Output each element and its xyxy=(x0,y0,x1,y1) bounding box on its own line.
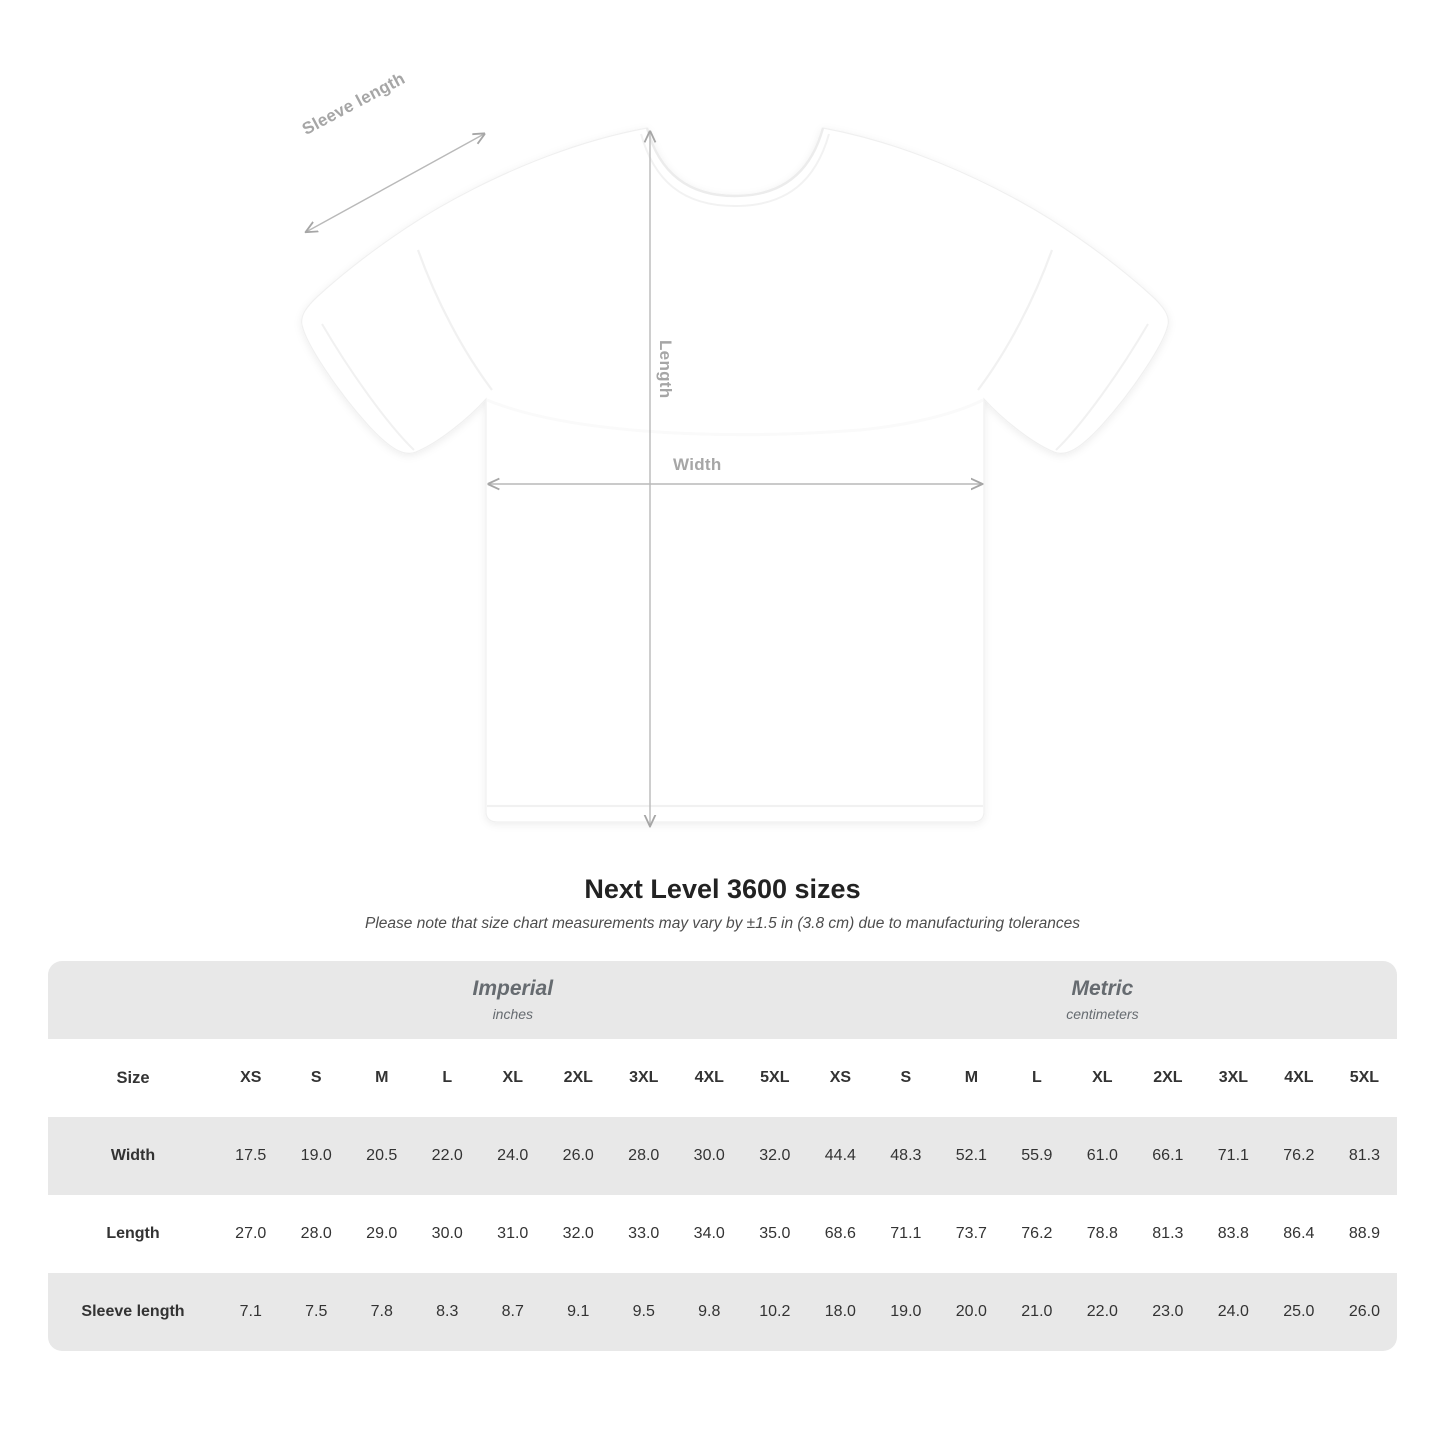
cell: 76.2 xyxy=(1266,1117,1332,1195)
size-table-wrapper xyxy=(48,961,1397,1351)
cell: 27.0 xyxy=(218,1195,284,1273)
cell: 10.2 xyxy=(742,1273,808,1351)
cell: 19.0 xyxy=(873,1273,939,1351)
cell: 32.0 xyxy=(546,1195,612,1273)
unit-header-row xyxy=(48,961,1397,1039)
size-col-header: M xyxy=(939,1039,1005,1117)
size-table xyxy=(48,961,1397,1351)
cell: 8.7 xyxy=(480,1273,546,1351)
size-col-header: L xyxy=(1004,1039,1070,1117)
size-col-header: XL xyxy=(480,1039,546,1117)
length-label: Length xyxy=(656,340,675,399)
cell: 66.1 xyxy=(1135,1117,1201,1195)
cell: 23.0 xyxy=(1135,1273,1201,1351)
cell: 25.0 xyxy=(1266,1273,1332,1351)
size-col-header: 2XL xyxy=(546,1039,612,1117)
row-label-width: Width xyxy=(48,1117,218,1195)
cell: 52.1 xyxy=(939,1117,1005,1195)
size-col-header: 5XL xyxy=(742,1039,808,1117)
cell: 9.1 xyxy=(546,1273,612,1351)
cell: 17.5 xyxy=(218,1117,284,1195)
size-col-header: M xyxy=(349,1039,415,1117)
unit-metric-name: Metric xyxy=(1071,976,1134,1000)
unit-imperial-name: Imperial xyxy=(472,976,554,1000)
size-header-cell: Size xyxy=(48,1039,218,1117)
cell: 83.8 xyxy=(1201,1195,1267,1273)
cell: 81.3 xyxy=(1135,1195,1201,1273)
sleeve-length-label: Sleeve length xyxy=(299,68,409,139)
cell: 26.0 xyxy=(546,1117,612,1195)
size-header-row xyxy=(48,1039,1397,1117)
table-corner-cell xyxy=(48,961,218,1039)
cell: 71.1 xyxy=(1201,1117,1267,1195)
cell: 31.0 xyxy=(480,1195,546,1273)
cell: 44.4 xyxy=(808,1117,874,1195)
cell: 19.0 xyxy=(284,1117,350,1195)
cell: 7.1 xyxy=(218,1273,284,1351)
unit-imperial-sub: inches xyxy=(492,1005,534,1022)
size-col-header: S xyxy=(873,1039,939,1117)
row-label-sleeve-length: Sleeve length xyxy=(48,1273,218,1351)
cell: 30.0 xyxy=(415,1195,481,1273)
size-col-header: 3XL xyxy=(1201,1039,1267,1117)
size-col-header: XS xyxy=(218,1039,284,1117)
cell: 81.3 xyxy=(1332,1117,1397,1195)
size-col-header: XL xyxy=(1070,1039,1136,1117)
cell: 24.0 xyxy=(480,1117,546,1195)
cell: 24.0 xyxy=(1201,1273,1267,1351)
tolerance-note: Please note that size chart measurements may vary by ±1.5 in (3.8 cm) due to manufacturing tolerances xyxy=(365,915,1080,932)
width-label: Width xyxy=(673,455,722,474)
cell: 28.0 xyxy=(611,1117,677,1195)
tshirt-shape xyxy=(302,128,1169,822)
cell: 78.8 xyxy=(1070,1195,1136,1273)
unit-metric-sub: centimeters xyxy=(1066,1005,1139,1022)
cell: 76.2 xyxy=(1004,1195,1070,1273)
table-row xyxy=(48,1195,1397,1273)
cell: 28.0 xyxy=(284,1195,350,1273)
cell: 26.0 xyxy=(1332,1273,1397,1351)
size-col-header: 4XL xyxy=(677,1039,743,1117)
cell: 88.9 xyxy=(1332,1195,1397,1273)
size-col-header: 3XL xyxy=(611,1039,677,1117)
cell: 9.8 xyxy=(677,1273,743,1351)
size-col-header: S xyxy=(284,1039,350,1117)
unit-group-metric xyxy=(808,961,1397,1039)
cell: 8.3 xyxy=(415,1273,481,1351)
cell: 7.5 xyxy=(284,1273,350,1351)
cell: 29.0 xyxy=(349,1195,415,1273)
size-col-header: L xyxy=(415,1039,481,1117)
cell: 73.7 xyxy=(939,1195,1005,1273)
row-label-length: Length xyxy=(48,1195,218,1273)
cell: 20.5 xyxy=(349,1117,415,1195)
size-col-header: 4XL xyxy=(1266,1039,1332,1117)
cell: 61.0 xyxy=(1070,1117,1136,1195)
cell: 32.0 xyxy=(742,1117,808,1195)
cell: 86.4 xyxy=(1266,1195,1332,1273)
page-title: Next Level 3600 sizes xyxy=(584,874,861,904)
cell: 34.0 xyxy=(677,1195,743,1273)
cell: 30.0 xyxy=(677,1117,743,1195)
title-block xyxy=(0,874,1445,933)
cell: 68.6 xyxy=(808,1195,874,1273)
cell: 55.9 xyxy=(1004,1117,1070,1195)
cell: 18.0 xyxy=(808,1273,874,1351)
table-row xyxy=(48,1117,1397,1195)
size-col-header: 2XL xyxy=(1135,1039,1201,1117)
cell: 22.0 xyxy=(415,1117,481,1195)
table-row xyxy=(48,1273,1397,1351)
cell: 71.1 xyxy=(873,1195,939,1273)
cell: 7.8 xyxy=(349,1273,415,1351)
cell: 33.0 xyxy=(611,1195,677,1273)
cell: 20.0 xyxy=(939,1273,1005,1351)
cell: 48.3 xyxy=(873,1117,939,1195)
size-col-header: XS xyxy=(808,1039,874,1117)
cell: 35.0 xyxy=(742,1195,808,1273)
cell: 22.0 xyxy=(1070,1273,1136,1351)
unit-group-imperial xyxy=(218,961,808,1039)
size-col-header: 5XL xyxy=(1332,1039,1397,1117)
cell: 9.5 xyxy=(611,1273,677,1351)
cell: 21.0 xyxy=(1004,1273,1070,1351)
